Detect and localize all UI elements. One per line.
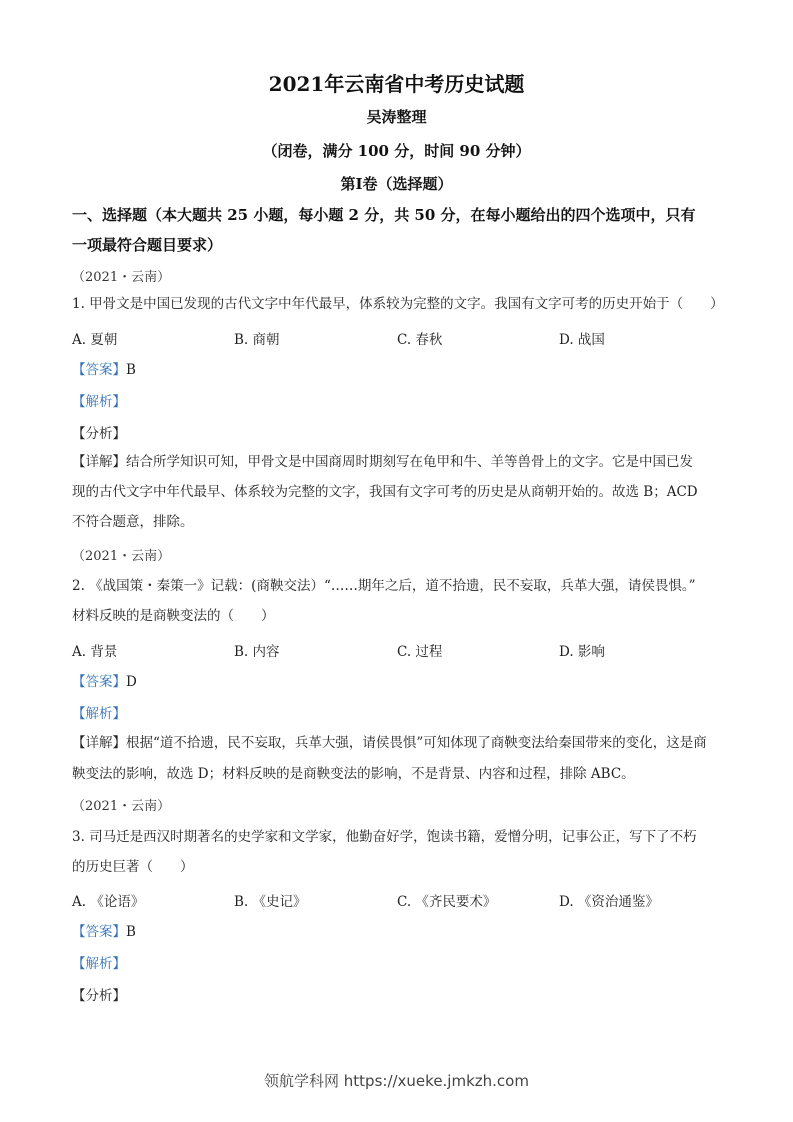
option-a: A. 《论语》	[72, 894, 145, 910]
option-b: B. 《史记》	[234, 894, 307, 910]
option-a: A. 夏朝	[72, 332, 118, 348]
page-title: 2021年云南省中考历史试题	[268, 72, 525, 96]
option-c: C. 春秋	[397, 332, 443, 348]
option-b: B. 内容	[234, 644, 280, 660]
fenxi-label: 【分析】	[72, 426, 126, 442]
detail-line: 【详解】根据“道不拾遗，民不妄取，兵革大强，请侯畏惧”可知体现了商鞅变法给秦国带来的变化，这是商	[72, 735, 707, 751]
question-stem: 3. 司马迁是西汉时期著名的史学家和文学家，他勤奋好学，饱读书籍，爱憎分明，记事公正，写下了不朽	[72, 829, 697, 845]
option-d: D. 影响	[559, 644, 605, 660]
answer-line	[72, 670, 137, 690]
question-source: （2021・云南）	[72, 549, 171, 564]
question-stem: 1. 甲骨文是中国已发现的古代文字中年代最早，体系较为完整的文字。我国有文字可考的历史开始于（ ）	[72, 296, 724, 312]
question-stem: 2. 《战国策・秦策一》记载：(商鞅交法）“……期年之后，道不拾遗，民不妄取，兵革大强，请侯畏惧。”	[72, 578, 696, 594]
option-d: D. 战国	[559, 332, 605, 348]
answer-line	[72, 358, 136, 378]
option-d: D. 《资治通鉴》	[559, 894, 659, 910]
answer-label: 【答案】	[72, 674, 126, 690]
author-line: 吴涛整理	[366, 108, 427, 126]
detail-line: 【详解】结合所学知识可知，甲骨文是中国商周时期刻写在龟甲和牛、羊等兽骨上的文字。它是中国已发	[72, 454, 693, 470]
question-stem: 的历史巨著（ ）	[72, 859, 194, 875]
footer-watermark: 领航学科网 https://xueke.jmkzh.com	[264, 1072, 529, 1090]
question-source: （2021・云南）	[72, 270, 171, 285]
option-c: C. 《齐民要术》	[397, 894, 497, 910]
answer-label: 【答案】	[72, 362, 126, 378]
question-source: （2021・云南）	[72, 799, 171, 814]
answer-value: B	[126, 924, 136, 940]
option-c: C. 过程	[397, 644, 443, 660]
detail-line: 不符合题意，排除。	[72, 514, 194, 530]
answer-line	[72, 920, 136, 940]
question-stem: 材料反映的是商鞅变法的（ ）	[72, 608, 275, 624]
detail-line: 鞅变法的影响，故选 D；材料反映的是商鞅变法的影响，不是背景、内容和过程，排除 ABC。	[72, 766, 635, 782]
answer-value: B	[126, 362, 136, 378]
exam-note: （闭卷，满分 100 分，时间 90 分钟）	[262, 142, 531, 160]
analysis-label: 【解析】	[72, 706, 126, 722]
section-heading-line1: 一、选择题（本大题共 25 小题，每小题 2 分，共 50 分，在每小题给出的四个选项中，只有	[72, 206, 696, 224]
detail-line: 现的古代文字中年代最早、体系较为完整的文字，我国有文字可考的历史是从商朝开始的。故选 B；ACD	[72, 484, 698, 500]
fenxi-label: 【分析】	[72, 988, 126, 1004]
option-b: B. 商朝	[234, 332, 280, 348]
section-heading-line2: 一项最符合题目要求）	[72, 236, 223, 254]
option-a: A. 背景	[72, 644, 118, 660]
volume-title: 第Ⅰ卷（选择题）	[340, 175, 453, 193]
answer-value: D	[126, 674, 137, 690]
analysis-label: 【解析】	[72, 394, 126, 410]
analysis-label: 【解析】	[72, 956, 126, 972]
answer-label: 【答案】	[72, 924, 126, 940]
